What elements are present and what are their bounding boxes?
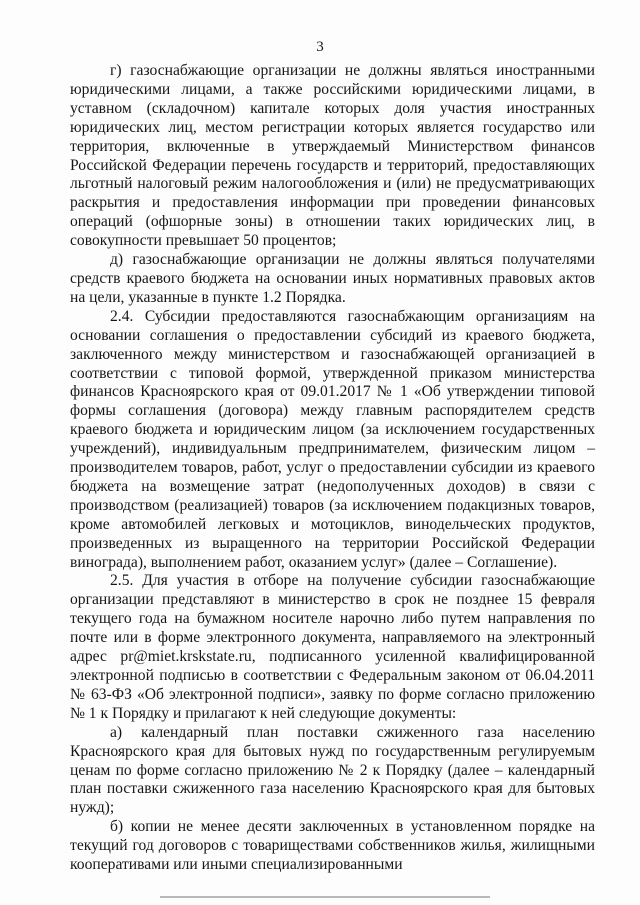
paragraph-d-budget-recipients: д) газоснабжающие организации не должны являться получателями средств краевого бюджета на основании иных нормативных правовых актов на цели, указанные в пункте 1.2 Порядка.	[70, 251, 595, 306]
paragraph-2-4-subsidy-agreement: 2.4. Субсидии предоставляются газоснабжающим организациям на основании соглашения о предоставлении субсидий из краевого бюджета, заключенного между министерством и газоснабжающей организацией в соответствии с типовой формой, утвержденной приказом министерства финансов Красноярского края от 09.01.2017 № 1 «Об утверждении типовой формы соглашения (договора) между главным распорядителем средств краевого бюджета и юридическим лицом (за исключением государственных учреждений), индивидуальным предпринимателем, физическим лицом – производителем товаров, работ, услуг о предоставлении субсидии из краевого бюджета на возмещение затрат (недополученных доходов) в связи с производством (реализацией) товаров (за исключением подакцизных товаров, кроме автомобилей легковых и мотоциклов, винодельческих продуктов, произведенных из выращенного на территории Российской Федерации винограда), выполнением работ, оказанием услуг» (далее – Соглашение).	[70, 307, 595, 571]
scan-edge-line	[160, 896, 490, 898]
page-number: 3	[316, 39, 324, 55]
paragraph-a-delivery-plan: а) календарный план поставки сжиженного газа населению Красноярского края для бытовых нужд по государственным регулируемым ценам по форме согласно приложению № 2 к Порядку (далее – календарный план поставки сжиженного газа населению Красноярского края для бытовых нужд);	[70, 723, 595, 817]
document-body	[70, 62, 595, 875]
paragraph-b-contract-copies: б) копии не менее десяти заключенных в установленном порядке на текущий год договоров с товариществами собственников жилья, жилищными кооперативами или иными специализированными	[70, 818, 595, 874]
paragraph-g-foreign-entities: г) газоснабжающие организации не должны являться иностранными юридическими лицами, а также российскими юридическими лицами, в уставном (складочном) капитале которых доля участия иностранных юридических лиц, местом регистрации которых является государство или территория, включенные в утверждаемый Министерством финансов Российской Федерации перечень государств и территорий, предоставляющих льготный налоговый режим налогообложения и (или) не предусматривающих раскрытия и предоставления информации при проведении финансовых операций (офшорные зоны) в отношении таких юридических лиц, в совокупности превышает 50 процентов;	[70, 62, 595, 250]
paragraph-2-5-application: 2.5. Для участия в отборе на получение субсидии газоснабжающие организации представляют в министерство в срок не позднее 15 февраля текущего года на бумажном носителе нарочно либо путем направления по почте или в форме электронного документа, направляемого на электронный адрес pr@miet.krskstate.ru, подписанного усиленной квалифицированной электронной подписью в соответствии с Федеральным законом от 06.04.2011 № 63-ФЗ «Об электронной подписи», заявку по форме согласно приложению № 1 к Порядку и прилагают к ней следующие документы:	[70, 572, 595, 722]
